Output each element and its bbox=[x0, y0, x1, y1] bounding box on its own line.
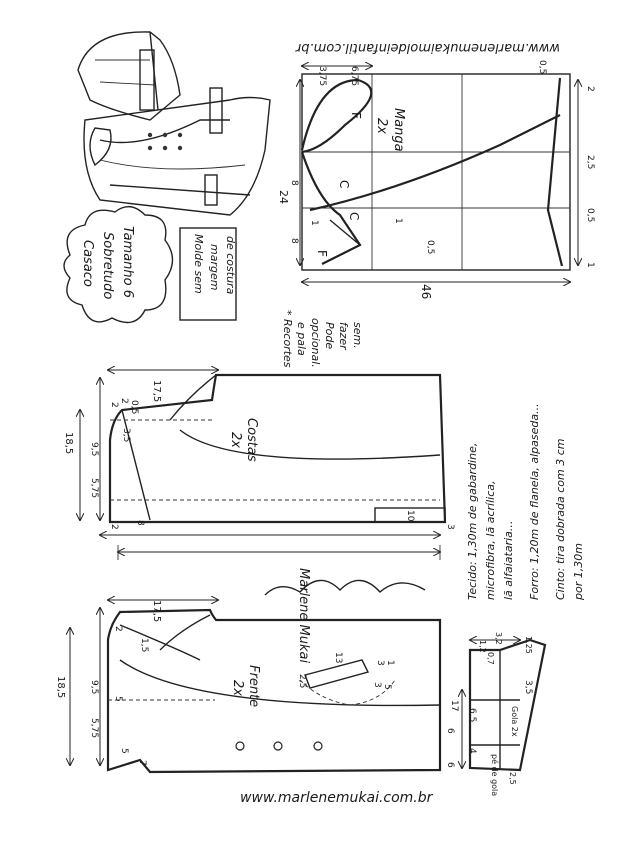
back-dim-10: 10 bbox=[405, 510, 415, 522]
note-line2: margem bbox=[208, 244, 221, 291]
sleeve-dim-left-24: 24 bbox=[277, 190, 290, 204]
collar-dim-25: 2,5 bbox=[508, 772, 517, 785]
sleeve-dim-left-8b: 8 bbox=[289, 238, 299, 244]
materials-line3: lã alfaiataria... bbox=[502, 520, 515, 600]
back-dim-length: 17,5 bbox=[151, 380, 162, 403]
sleeve-dim-right-bot: 1 bbox=[585, 262, 595, 268]
back-dim-2: 2 bbox=[109, 402, 119, 408]
url-top: www.marlenemukaimoldeinfantil.com.br bbox=[295, 40, 560, 55]
back-dim-8: 8 bbox=[135, 520, 145, 526]
sleeve-mark-f2: F bbox=[315, 250, 329, 257]
url-bottom: www.marlenemukai.com.br bbox=[240, 790, 433, 806]
sleeve-name: Manga bbox=[391, 108, 406, 152]
front-pattern bbox=[55, 600, 455, 772]
signature-text: Marlene Mukai bbox=[296, 568, 311, 664]
materials-line5: Cinto: tira dobrada com 3 cm bbox=[554, 438, 567, 600]
front-dim-13: 13 bbox=[333, 652, 343, 664]
sleeve-dim-top-r: 0,5 bbox=[537, 60, 547, 75]
collar-base-name: pé de gola bbox=[490, 754, 499, 797]
front-dim-5: 5 bbox=[119, 748, 129, 754]
back-name: Costas bbox=[244, 418, 259, 462]
materials-line4: Forro: 1,20m de flanela, alpaseda... bbox=[528, 403, 541, 600]
sleeve-mark-c: C bbox=[337, 180, 351, 189]
back-dim-top2: 2 bbox=[119, 398, 129, 404]
back-dim-185: 18,5 bbox=[63, 432, 74, 455]
coat-sketch bbox=[78, 32, 270, 215]
back-dim-35: 3,5 bbox=[121, 428, 131, 443]
sleeve-dim-top-a: 3,75 bbox=[317, 66, 327, 87]
materials-line2: microfibra, lã acrílica, bbox=[484, 480, 497, 600]
front-dim-25: 2,5 bbox=[297, 674, 307, 689]
front-dim-575: 5,75 bbox=[89, 718, 99, 739]
back-dim-95: 9,5 bbox=[89, 442, 99, 457]
front-name: Frente bbox=[246, 665, 261, 708]
materials-line6: por 1,30m bbox=[572, 543, 585, 600]
collar-dim-4: 4 bbox=[467, 748, 477, 754]
sleeve-dim-left-1: 1 bbox=[309, 220, 319, 226]
front-pocket-3: 3 bbox=[372, 682, 382, 688]
sleeve-dim-right-mid: 2,5 bbox=[585, 155, 595, 170]
back-qty: 2x bbox=[228, 432, 243, 448]
sleeve-pattern bbox=[277, 60, 595, 299]
sleeve-dim-right-top: 2 bbox=[585, 86, 595, 92]
recortes-line4: Pode bbox=[323, 322, 336, 350]
front-dim-15: 1,5 bbox=[139, 638, 149, 653]
front-qty: 2x bbox=[230, 680, 245, 696]
back-dim-575: 5,75 bbox=[89, 478, 99, 499]
collar-pattern bbox=[449, 632, 545, 796]
front-dim-5b: 5 bbox=[113, 696, 123, 702]
collar-dim-65: 6,5 bbox=[467, 708, 477, 723]
sleeve-dim-inner-05: 0,5 bbox=[425, 240, 435, 255]
signature bbox=[265, 568, 425, 663]
front-dim-185: 18,5 bbox=[55, 676, 66, 699]
collar-dim-17: 17 bbox=[449, 700, 459, 712]
note-box bbox=[180, 228, 237, 320]
front-dim-1: 1 bbox=[385, 660, 395, 666]
back-dim-05: 0,5 bbox=[129, 400, 139, 415]
sleeve-dim-width: 46 bbox=[419, 284, 433, 300]
fold-line bbox=[118, 545, 440, 560]
front-pocket-5: 5 bbox=[382, 684, 392, 690]
sleeve-dim-top-b: 6,75 bbox=[349, 66, 359, 87]
recortes-line2: e pala bbox=[295, 322, 308, 356]
front-dim-6b: 6 bbox=[445, 762, 455, 768]
back-dim-2b: 2 bbox=[109, 524, 119, 530]
sleeve-dim-right-low: 0,5 bbox=[585, 208, 595, 223]
front-dim-2: 2 bbox=[113, 626, 123, 632]
recortes-line6: sem. bbox=[351, 322, 364, 349]
sleeve-mark-f: F bbox=[349, 112, 363, 119]
sleeve-qty: 2x bbox=[374, 118, 389, 134]
title-line1: Casaco bbox=[80, 240, 95, 287]
title-line2: Sobretudo bbox=[100, 232, 115, 300]
collar-dim-12: 1,2 bbox=[478, 640, 487, 653]
back-pattern bbox=[63, 370, 455, 535]
recortes-line3: opcional. bbox=[309, 318, 322, 368]
front-dim-95: 9,5 bbox=[89, 680, 99, 695]
materials-line1: Tecido: 1,30m de gabardine, bbox=[466, 442, 479, 600]
front-dim-6: 6 bbox=[445, 728, 455, 734]
back-dim-3: 3 bbox=[445, 524, 455, 530]
recortes-line5: fazer bbox=[337, 322, 350, 350]
title-line3: Tamanho 6 bbox=[120, 226, 135, 299]
front-dim-3: 3 bbox=[375, 660, 385, 666]
sleeve-mark-c2: C bbox=[347, 212, 361, 221]
collar-dim-32: 3,2 bbox=[494, 632, 503, 645]
note-line1: Molde sem bbox=[192, 234, 205, 294]
collar-dim-35: 3,5 bbox=[523, 680, 533, 695]
collar-dim-07: 0,7 bbox=[486, 652, 495, 665]
materials-text bbox=[466, 403, 585, 601]
note-line3: de costura bbox=[224, 236, 237, 295]
collar-dim-125: 1,25 bbox=[524, 636, 533, 654]
front-dim-7: 7 bbox=[137, 760, 147, 766]
recortes-note bbox=[281, 310, 364, 368]
title-cloud bbox=[64, 207, 173, 323]
front-dim-length: 17,5 bbox=[151, 600, 162, 623]
collar-name: Gola 2x bbox=[510, 706, 519, 737]
sleeve-dim-inner-1: 1 bbox=[393, 218, 403, 224]
sleeve-dim-left-8: 8 bbox=[289, 180, 299, 186]
recortes-line1: * Recortes bbox=[281, 310, 294, 368]
